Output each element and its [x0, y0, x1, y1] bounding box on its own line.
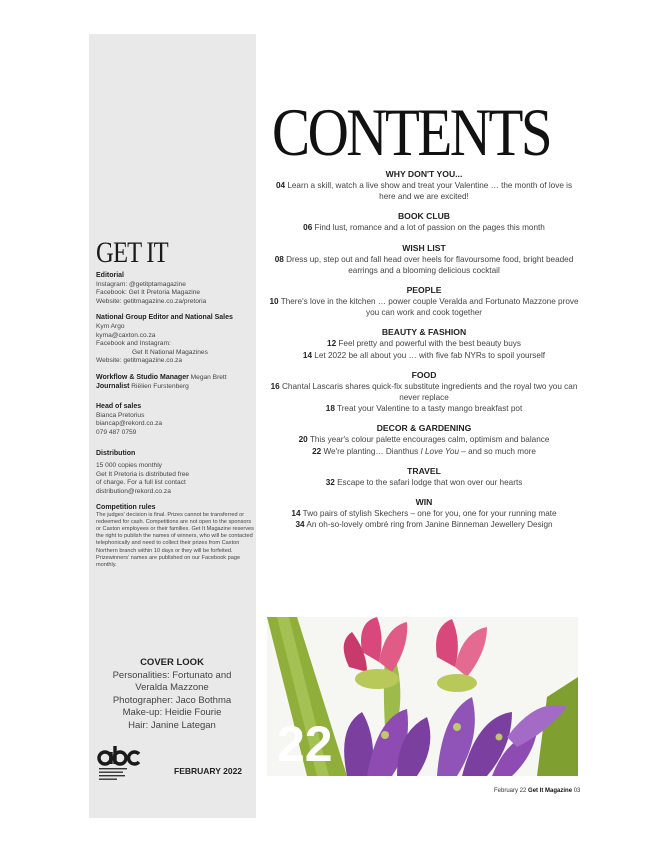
editorial-line: Website: getitmagazine.co.za/pretoria: [96, 297, 207, 305]
folio-brand: Get It Magazine: [528, 788, 573, 794]
national-line: Facebook and Instagram:: [96, 340, 171, 348]
toc-entry[interactable]: [268, 403, 580, 414]
toc-entry[interactable]: [268, 434, 580, 445]
toc-entry[interactable]: [268, 508, 580, 519]
toc-section-heading: WISH LIST: [402, 242, 446, 253]
cover-look: [96, 657, 248, 732]
toc-page-number: 22: [312, 446, 322, 456]
toc-entry[interactable]: [268, 381, 580, 403]
page-title: CONTENTS: [272, 94, 551, 170]
toc-section: [268, 465, 580, 488]
sales-block: [96, 403, 254, 437]
toc-page-number: 12: [327, 339, 337, 349]
toc-entry[interactable]: [268, 350, 580, 361]
national-block: [96, 314, 254, 366]
toc-page-number: 34: [295, 520, 305, 530]
workflow-name: Megan Brett: [190, 373, 227, 381]
toc-page-number: 20: [298, 435, 308, 445]
editorial-block: [96, 272, 254, 306]
distribution-heading: Distribution: [96, 449, 136, 457]
toc-page-number: 04: [275, 181, 286, 190]
toc-entry-text: Let 2022 be all about you … with five fab NYRs to spoil yourself: [312, 350, 546, 360]
toc-section-heading: WIN: [415, 497, 433, 508]
toc-section: [268, 242, 580, 276]
toc-section: [268, 210, 580, 233]
cover-heading: COVER LOOK: [140, 657, 204, 668]
folio-prefix: February 22: [494, 788, 529, 794]
abc-logo-icon: [97, 744, 143, 789]
brand-logo: GET IT: [96, 236, 168, 269]
distribution-line: of charge. For a full list contact: [96, 479, 186, 487]
toc-entry-text: Learn a skill, watch a live show and treat your Valentine … the month of love is here and we are excited!: [285, 181, 573, 202]
cover-line: Make-up: Heidie Fourie: [122, 707, 222, 718]
editorial-line: Instagram: @getitptamagazine: [96, 280, 186, 288]
toc-section: [268, 422, 580, 456]
sales-line: biancap@rekord.co.za: [96, 420, 163, 428]
toc-section-heading: TRAVEL: [407, 465, 441, 476]
toc-entry-text: An oh-so-lovely ombré ring from Janine Binneman Jewellery Design: [304, 520, 553, 530]
distribution-line: distribution@rekord.co.za: [96, 487, 171, 495]
flower-photo: [267, 617, 578, 776]
toc-page-number: 14: [291, 509, 301, 519]
cover-line: Veralda Mazzone: [135, 682, 209, 693]
toc-entry-text: This year's colour palette encourages calm, optimism and balance: [307, 435, 550, 445]
toc-entry-text: Feel pretty and powerful with the best beauty buys: [336, 339, 521, 349]
toc-section: [268, 168, 580, 202]
photo-page-number: 22: [277, 716, 333, 772]
national-website: Website: getitmagazine.co.za: [96, 357, 183, 365]
toc-page-number: 16: [270, 381, 280, 391]
toc-entry-text: Find lust, romance and a lot of passion on the pages this month: [312, 223, 545, 233]
toc-page-number: 32: [325, 477, 335, 487]
toc-entry-italic: I Love You: [420, 446, 459, 456]
toc-page-number: 14: [302, 350, 313, 360]
toc-section-heading: WHY DON'T YOU...: [385, 169, 463, 179]
toc-entry[interactable]: [268, 338, 580, 349]
toc-entry-text: Treat your Valentine to a tasty mango breakfast pot: [334, 404, 523, 414]
toc-entry[interactable]: [268, 296, 580, 318]
folio-page: 03: [572, 788, 581, 794]
journalist-name: Riëlien Furstenberg: [131, 382, 189, 390]
toc-entry-text: Escape to the safari lodge that won over our hearts: [334, 477, 523, 487]
competition-heading: Competition rules: [96, 504, 156, 512]
workflow-label: Workflow & Studio Manager: [96, 373, 189, 381]
distribution-block: [96, 450, 254, 497]
toc-page-number: 18: [325, 404, 335, 414]
toc-section-heading: BOOK CLUB: [397, 211, 451, 222]
toc-section: [268, 284, 580, 318]
national-heading: National Group Editor and National Sales: [96, 314, 233, 322]
toc-page-number: 06: [303, 223, 313, 233]
table-of-contents: [268, 168, 580, 538]
toc-entry[interactable]: [268, 477, 580, 488]
sales-heading: Head of sales: [96, 403, 142, 411]
issue-date: FEBRUARY 2022: [174, 766, 243, 776]
distribution-line: Get It Pretoria is distributed free: [96, 470, 190, 478]
toc-section-heading: FOOD: [411, 369, 437, 380]
cover-line: Hair: Janine Lategan: [128, 719, 216, 731]
toc-entry-text: Dress up, step out and fall head over heels for flavoursome food, bright beaded earrings and a blooming delicious cocktail: [283, 254, 574, 275]
toc-page-number: 08: [274, 254, 284, 264]
toc-entry-text: Two pairs of stylish Skechers – one for you, one for your running mate: [300, 509, 557, 519]
toc-entry-text: We're planting… Dianthus: [321, 446, 421, 456]
distribution-line: 15 000 copies monthly: [96, 462, 162, 470]
competition-block: [96, 504, 254, 569]
national-indent: Get It National Magazines: [132, 348, 208, 356]
toc-entry[interactable]: [268, 222, 580, 233]
editorial-heading: Editorial: [96, 272, 125, 279]
editorial-line: Facebook: Get It Pretoria Magazine: [96, 289, 201, 297]
toc-section: [268, 326, 580, 360]
workflow-block: [96, 374, 254, 391]
toc-entry[interactable]: [268, 519, 580, 530]
toc-entry[interactable]: [268, 446, 580, 457]
cover-line: Photographer: Jaco Bothma: [112, 694, 232, 706]
national-line: Kym Argo: [96, 322, 125, 330]
masthead: [96, 272, 254, 577]
folio: [494, 788, 580, 794]
toc-entry-after: – and so much more: [459, 446, 536, 456]
toc-entry[interactable]: [268, 180, 580, 202]
toc-entry-text: Chantal Lascaris shares quick-fix substitute ingredients and the royal two you can never replace: [279, 381, 578, 403]
cover-line: Personalities: Fortunato and: [112, 669, 232, 681]
toc-section: [268, 496, 580, 530]
national-line: kyma@caxton.co.za: [96, 331, 156, 339]
toc-page-number: 10: [269, 297, 279, 307]
toc-section-heading: BEAUTY & FASHION: [381, 327, 467, 338]
toc-entry-text: There's love in the kitchen … power couple Veralda and Fortunato Mazzone prove you can work and cook together: [278, 297, 579, 318]
toc-section-heading: PEOPLE: [406, 285, 442, 296]
sales-line: Bianca Pretorius: [96, 411, 145, 419]
competition-text: The judges' decision is final. Prizes cannot be transferred or redeemed for cash. Competitions are not open to the sponsors or Caxton employees or their families. Get It Magazine reserves the right to publish the names of winners, who will be contacted telephonically and need to collect their prizes from Caxton Northern branch within 10 days or they will be forfeited. Prizewinners' names are published on our Facebook page monthly.: [96, 511, 254, 569]
toc-entry[interactable]: [268, 254, 580, 276]
journalist-label: Journalist: [96, 382, 130, 390]
toc-section-heading: DECOR & GARDENING: [376, 423, 472, 434]
toc-section: [268, 369, 580, 415]
sales-line: 079 487 0759: [96, 428, 137, 436]
